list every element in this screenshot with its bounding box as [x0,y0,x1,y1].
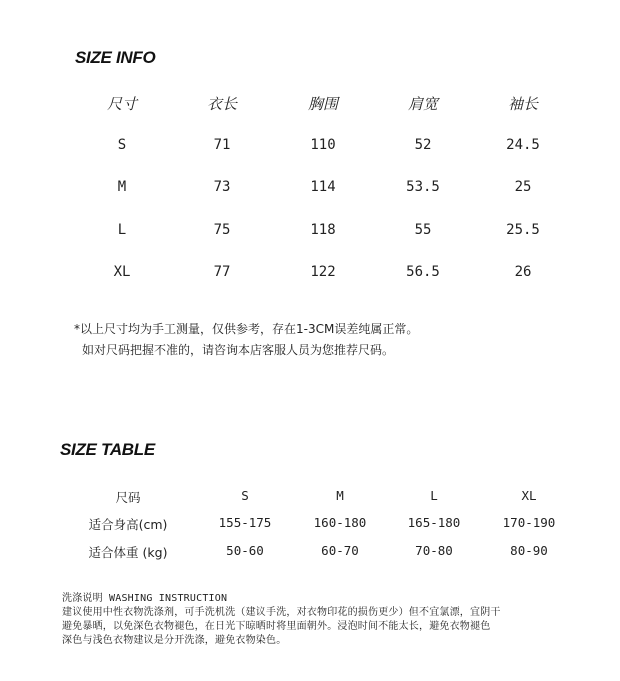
size-table-cell: 70-80 [415,543,453,558]
size-table-row-label: 适合身高(cm) [88,517,168,532]
size-info-cell: 24.5 [506,137,540,153]
size-table-header: XL [521,488,537,503]
size-info-cell: 122 [310,264,336,280]
size-info-header: 袖长 [507,95,539,113]
size-info-cell: 26 [514,264,532,280]
washing-line: 建议使用中性衣物洗涤剂，可手洗机洗（建议手洗，对衣物印花的损伤更少）但不宜氯漂，宜阴干 [62,607,501,618]
size-info-note-line2: 如对尺码把握不准的，请咨询本店客服人员为您推荐尺码。 [82,343,395,357]
size-info-cell: 77 [213,264,231,280]
size-table-cell: 165-180 [407,515,461,530]
size-info-cell: 110 [310,137,336,153]
size-info-cell: 114 [310,179,336,195]
size-table-header: S [241,488,249,503]
size-table-cell: 170-190 [502,515,556,530]
size-info-cell: M [117,179,127,195]
size-info-cell: XL [113,264,131,280]
size-table-header: M [336,488,344,503]
size-info-header: 肩宽 [407,95,439,113]
size-info-cell: 71 [213,137,231,153]
washing-instruction [62,592,501,648]
size-table-title: SIZE TABLE [60,440,155,459]
size-info-cell: S [117,137,127,153]
size-info-cell: 25.5 [506,222,540,238]
size-info-header: 尺寸 [106,95,138,113]
size-info-cell: 52 [414,137,432,153]
size-info-note-line1: *以上尺寸均为手工测量，仅供参考，存在1-3CM误差纯属正常。 [74,322,419,336]
washing-line: 避免暴晒，以免深色衣物褪色，在日光下晾晒时将里面朝外。浸泡时间不能太长，避免衣物褪色 [62,621,491,632]
size-table-cell: 50-60 [226,543,264,558]
size-info-cell: 55 [414,222,432,238]
size-info-title: SIZE INFO [75,48,156,67]
size-info-cell: 56.5 [406,264,440,280]
size-table-cell: 160-180 [313,515,367,530]
size-info-header: 衣长 [206,95,238,113]
washing-title: 洗涤说明 WASHING INSTRUCTION [62,593,228,604]
size-info-cell: 73 [213,179,231,195]
size-info-cell: L [117,222,127,238]
size-table-header: L [430,488,438,503]
size-info-cell: 25 [514,179,532,195]
size-table-cell: 155-175 [218,515,272,530]
size-table-header: 尺码 [115,490,141,505]
size-info-cell: 118 [310,222,336,238]
size-table-row-label: 适合体重 (kg) [88,545,168,560]
size-table-cell: 80-90 [510,543,548,558]
size-info-cell: 75 [213,222,231,238]
washing-line: 深色与浅色衣物建议是分开洗涤，避免衣物染色。 [62,635,287,646]
size-info-cell: 53.5 [406,179,440,195]
size-table-cell: 60-70 [321,543,359,558]
size-info-header: 胸围 [307,95,339,113]
